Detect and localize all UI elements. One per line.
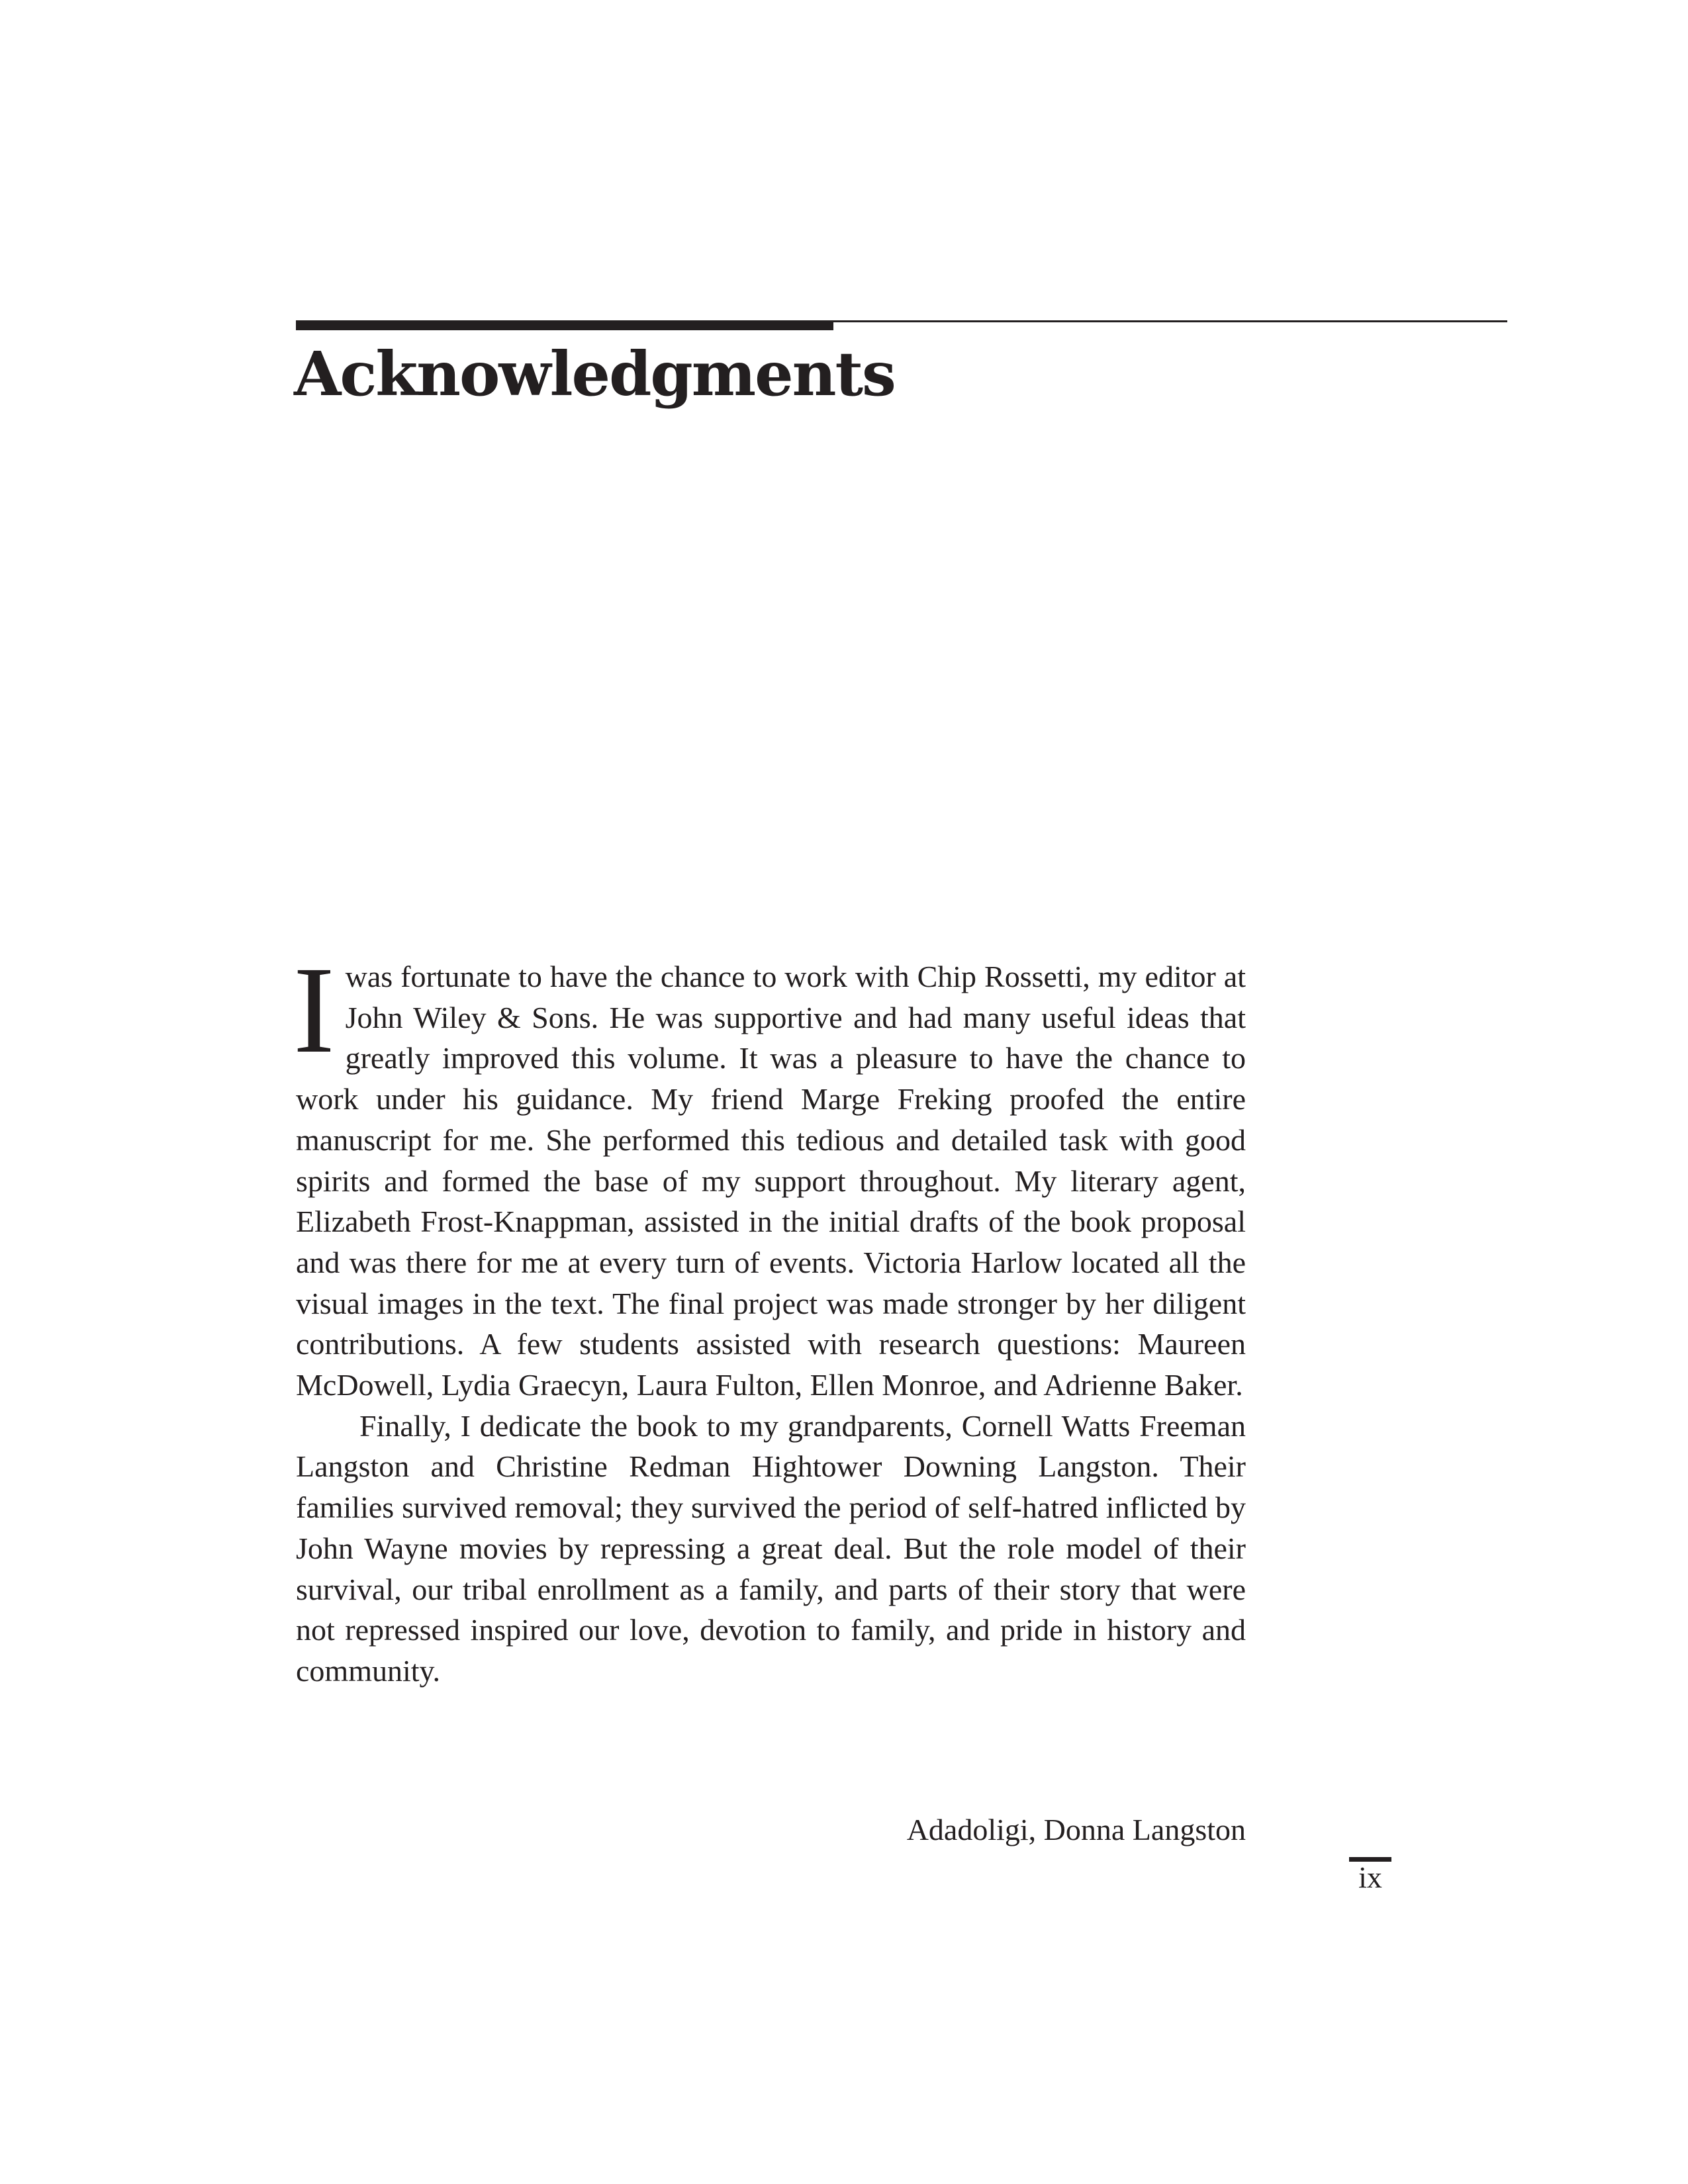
author-signature: Adadoligi, Donna Langston [906, 1813, 1246, 1846]
acknowledgments-body [293, 940, 1246, 1692]
drop-cap: I [293, 940, 335, 1079]
paragraph-editor-thanks [293, 940, 1246, 1406]
paragraph-dedication: Finally, I dedicate the book to my grandparents, Cornell Watts Freeman Langston and Christine Redman Hightower Downing Langston. Their families survived removal; they survived the period of self-hatred inflicted by John Wayne movies by repressing a great deal. But the role model of their survival, our tribal enrollment as a family, and parts of their story that were not repressed inspired our love, devotion to family, and pride in history and community. [296, 1408, 1246, 1688]
paragraph-1-text: was fortunate to have the chance to work with Chip Rossetti, my editor at John Wiley & Sons. He was supportive and had many useful ideas that greatly improved this volume. It was a pleasure to have the chance to work under his guidance. My friend Marge Freking proofed the entire manuscript for me. She performed this tedious and detailed task with good spirits and formed the base of my support throughout. My literary agent, Elizabeth Frost-Knappman, assisted in the initial drafts of the book proposal and was there for me at every turn of events. Victoria Harlow located all the visual images in the text. The final project was made stronger by her diligent contributions. A few students assisted with research questions: Maureen McDowell, Lydia Graecyn, Laura Fulton, Ellen Monroe, and Adrienne Baker. [296, 960, 1246, 1402]
page-number: ix [1358, 1860, 1382, 1894]
chapter-title: Acknowledgments [294, 338, 895, 410]
chapter-rule-thick [296, 320, 833, 330]
